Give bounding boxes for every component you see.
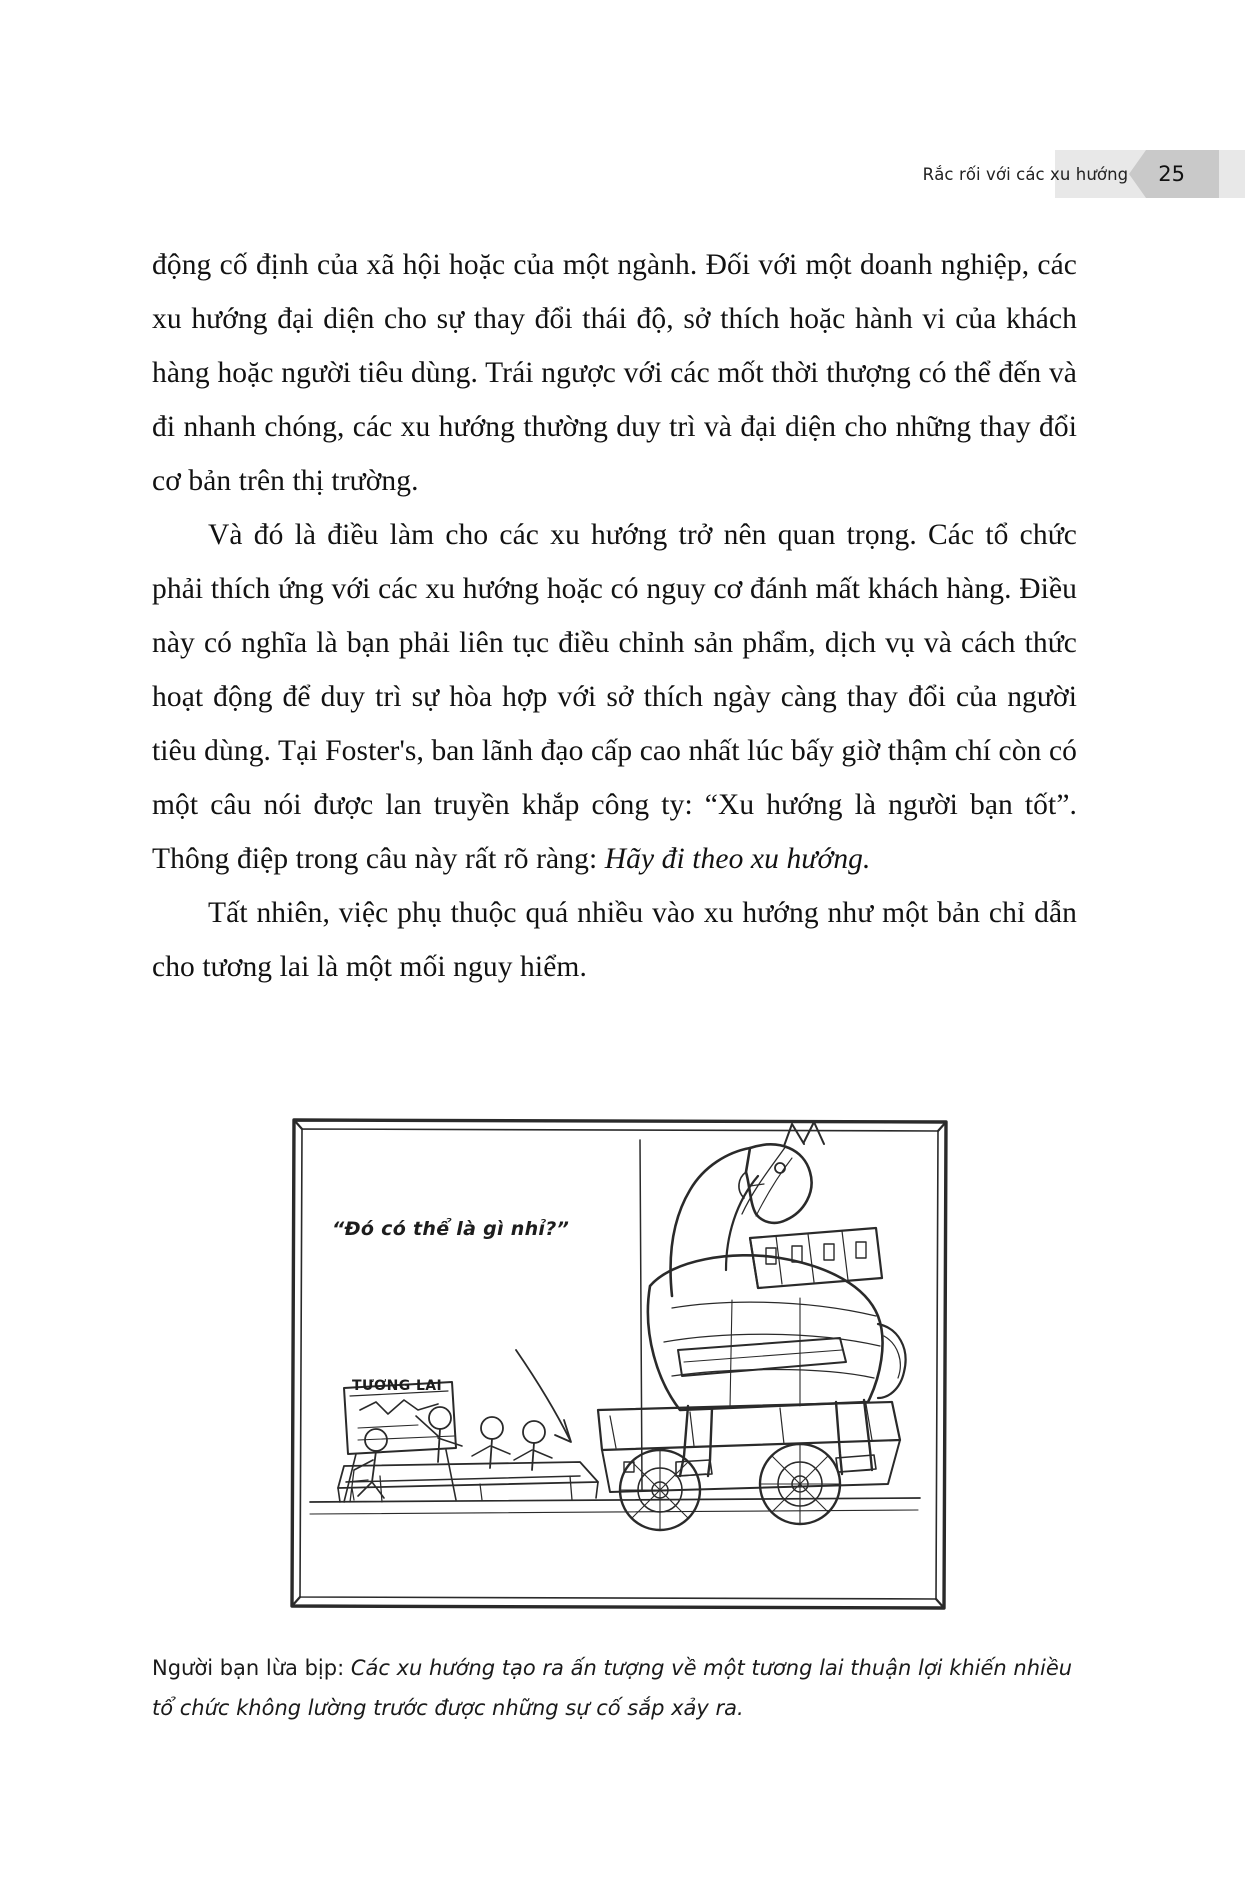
caption-lead: Người bạn lừa bịp: <box>152 1656 351 1680</box>
figure-trojan-horse-illustration <box>280 1110 960 1620</box>
paragraph-2 <box>152 508 1077 886</box>
sign-label-text: TƯƠNG LAI <box>352 1378 443 1394</box>
paragraph-2-text: Và đó là điều làm cho các xu hướng trở nên quan trọng. Các tổ chức phải thích ứng với các xu hướng hoặc có nguy cơ đánh mất khách hàng. Điều này có nghĩa là bạn phải liên tục điều chỉnh sản phẩm, dịch vụ và cách thức hoạt động để duy trì sự hòa hợp với sở thích ngày càng thay đổi của người tiêu dùng. Tại Foster's, ban lãnh đạo cấp cao nhất lúc bấy giờ thậm chí còn có một câu nói được lan truyền khắp công ty: “Xu hướng là người bạn tốt”. Thông điệp trong câu này rất rõ ràng: <box>152 519 1077 875</box>
running-title: Rắc rối với các xu hướng <box>922 164 1129 184</box>
trojan-horse-sketch-icon <box>280 1110 960 1620</box>
paragraph-2-italic-tail: Hãy đi theo xu hướng. <box>604 843 871 875</box>
page-number: 25 <box>1146 150 1219 198</box>
paragraph-3: Tất nhiên, việc phụ thuộc quá nhiều vào xu hướng như một bản chỉ dẫn cho tương lai là một mối nguy hiểm. <box>152 897 1077 983</box>
running-header <box>0 150 1245 198</box>
speech-bubble-text: “Đó có thể là gì nhỉ?” <box>332 1218 570 1240</box>
caption-italic: Các xu hướng tạo ra ấn tượng về một tương lai thuận lợi khiến nhiều tổ chức không lường trước được những sự cố sắp xảy ra. <box>152 1656 1073 1720</box>
figure-caption <box>152 1648 1082 1728</box>
header-inner <box>923 150 1219 198</box>
body-text-column <box>152 238 1077 994</box>
paragraph-1: động cố định của xã hội hoặc của một ngành. Đối với một doanh nghiệp, các xu hướng đại diện cho sự thay đổi thái độ, sở thích hoặc hành vi của khách hàng hoặc người tiêu dùng. Trái ngược với các mốt thời thượng có thể đến và đi nhanh chóng, các xu hướng thường duy trì và đại diện cho những thay đổi cơ bản trên thị trường. <box>152 249 1077 497</box>
